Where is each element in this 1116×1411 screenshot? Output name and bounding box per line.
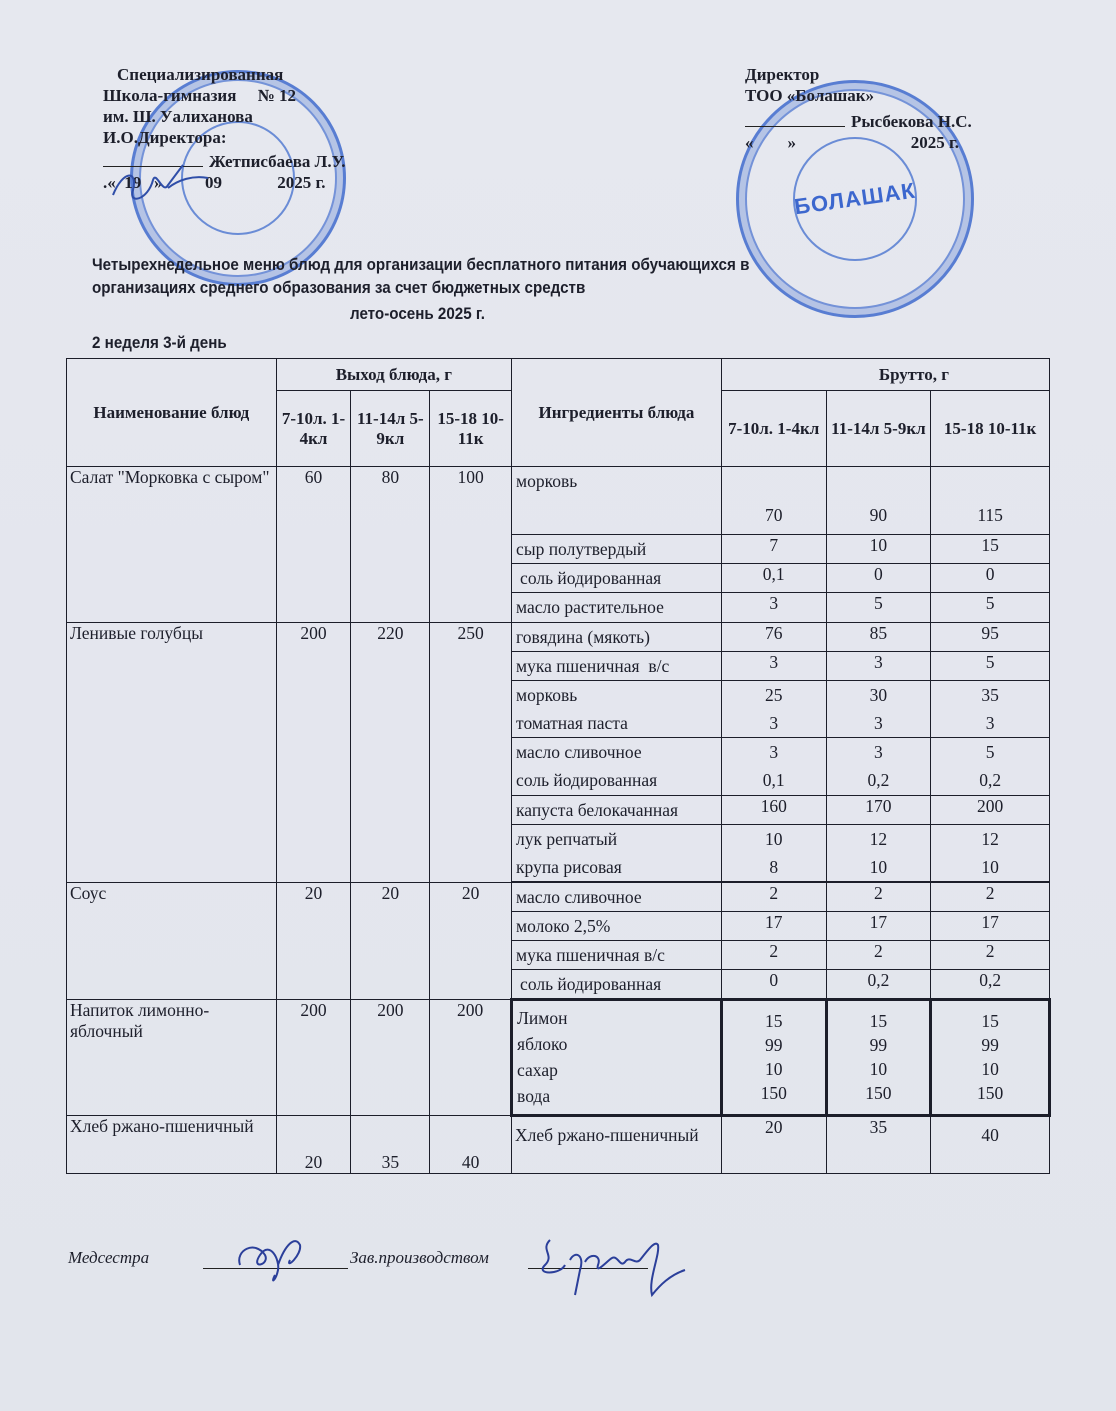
nurse-label: Медсестра [68, 1248, 150, 1267]
gross-value: 3 [769, 713, 779, 733]
gross-value: 20 [721, 1116, 826, 1174]
gross-value: 2 [826, 883, 931, 912]
ingredient-pair [512, 738, 722, 796]
dish-name: Хлеб ржано-пшеничный [67, 1116, 277, 1174]
gross-value: 12 [981, 829, 999, 849]
ingredient-name: мука пшеничная в/с [512, 941, 722, 970]
dish-name: Соус [67, 883, 277, 1000]
table-row [67, 623, 1050, 652]
ingredient-name: соль йодированная [516, 770, 658, 790]
gross-value: 3 [874, 713, 883, 733]
gross-value: 3 [721, 593, 826, 623]
ingredient-name: масло сливочное [512, 883, 722, 912]
gross-value: 40 [931, 1116, 1050, 1174]
gross-value: 0,2 [826, 970, 931, 1000]
ingredient-name: томатная паста [516, 713, 628, 733]
ingredient-name: молоко 2,5% [512, 912, 722, 941]
gross-pair [931, 681, 1050, 738]
gross-value: 5 [826, 593, 931, 623]
output-value: 200 [430, 1000, 512, 1116]
gross-value: 35 [826, 1116, 931, 1174]
gross-value: 17 [931, 912, 1050, 941]
gross-value: 0,2 [867, 770, 890, 790]
gross-value: 5 [931, 652, 1050, 681]
signatory-line [103, 148, 346, 172]
header-output-col-3: 15-18 10-11к [430, 391, 512, 467]
header-ingredients: Ингредиенты блюда [512, 359, 722, 467]
gross-value: 10 [869, 1059, 888, 1079]
gross-value: 7 [721, 535, 826, 564]
ingredient-name: соль йодированная [512, 564, 722, 593]
approval-block-left [103, 64, 346, 193]
school-line-1: Специализированная [117, 65, 284, 84]
ingredient-name: яблоко [517, 1034, 568, 1054]
menu-title-line-1: Четырехнедельное меню блюд для организации бесплатного питания обучающихся в [92, 256, 750, 274]
gross-pair [931, 825, 1050, 882]
dish-name: Салат "Морковка с сыром" [67, 467, 277, 623]
gross-pair [931, 738, 1050, 796]
production-head-signature [530, 1220, 700, 1300]
gross-value: 99 [764, 1035, 783, 1055]
ingredient-name: капуста белокачанная [512, 796, 722, 825]
gross-value: 0,2 [979, 770, 1002, 790]
gross-value: 15 [869, 1011, 888, 1031]
nurse-signature-line [203, 1268, 348, 1269]
output-value: 220 [351, 623, 430, 883]
table-row [67, 1000, 1050, 1116]
output-value: 250 [430, 623, 512, 883]
gross-value: 8 [769, 857, 779, 877]
director-label: Директор [745, 65, 820, 84]
gross-value: 10 [869, 857, 888, 877]
gross-value: 3 [769, 742, 779, 762]
gross-value: 0,2 [931, 970, 1050, 1000]
header-gross-col-1: 7-10л. 1-4кл [721, 391, 826, 467]
output-value: 20 [276, 1116, 351, 1174]
output-value: 60 [276, 467, 351, 623]
ingredient-pair [512, 681, 722, 738]
gross-list [826, 1000, 931, 1116]
output-value: 200 [276, 623, 351, 883]
approval-date: .« 19 » 09 2025 г. [103, 173, 326, 192]
menu-day: 2 неделя 3-й день [92, 334, 227, 352]
gross-value: 2 [721, 883, 826, 912]
gross-value: 200 [931, 796, 1050, 825]
gross-pair [826, 681, 931, 738]
output-value: 200 [351, 1000, 430, 1116]
gross-value: 35 [981, 685, 999, 705]
gross-pair [721, 825, 826, 882]
gross-value: 3 [721, 652, 826, 681]
gross-value: 15 [931, 535, 1050, 564]
ingredient-name: морковь [512, 467, 722, 535]
gross-value: 99 [869, 1035, 888, 1055]
ingredient-name: сыр полутвердый [512, 535, 722, 564]
gross-value: 150 [977, 1083, 1004, 1103]
nurse-signature [230, 1225, 320, 1295]
gross-value: 0 [826, 564, 931, 593]
ingredient-name: говядина (мякоть) [512, 623, 722, 652]
gross-value: 30 [869, 685, 888, 705]
gross-value: 150 [865, 1083, 892, 1103]
gross-value: 3 [985, 713, 995, 733]
gross-value: 10 [826, 535, 931, 564]
header-gross-group: Брутто, г [721, 359, 1049, 391]
ingredient-name: Лимон [517, 1008, 568, 1028]
gross-value: 17 [721, 912, 826, 941]
menu-table [66, 358, 1051, 1174]
gross-value: 2 [826, 941, 931, 970]
output-value: 40 [430, 1116, 512, 1174]
gross-value: 3 [874, 742, 883, 762]
gross-value: 0 [931, 564, 1050, 593]
ingredient-name: вода [517, 1086, 551, 1106]
stamp-inner-ring [793, 137, 917, 261]
school-line-3: им. Ш. Уалиханова [103, 107, 253, 126]
ingredient-pair [512, 825, 722, 882]
header-gross-col-2: 11-14л 5-9кл [826, 391, 931, 467]
school-line-2: Школа-гимназия № 12 [103, 86, 297, 105]
gross-value: 95 [931, 623, 1050, 652]
ingredient-name: масло сливочное [516, 742, 642, 762]
acting-director-label: И.О.Директора: [103, 128, 227, 147]
stamp-text: БОЛАШАК [792, 177, 918, 220]
output-value: 20 [276, 883, 351, 1000]
gross-value: 5 [985, 742, 995, 762]
ingredient-name: сахар [517, 1060, 558, 1080]
gross-value: 0 [721, 970, 826, 1000]
gross-pair [721, 738, 826, 796]
gross-value: 170 [826, 796, 931, 825]
gross-value: 0,1 [762, 770, 785, 790]
gross-value: 160 [721, 796, 826, 825]
dish-name: Ленивые голубцы [67, 623, 277, 883]
production-signature-line [528, 1268, 648, 1269]
header-dish-name: Наименование блюд [67, 359, 277, 467]
production-head-label: Зав.производством [350, 1248, 489, 1267]
ingredient-name: масло растительное [512, 593, 722, 623]
header-output-group: Выход блюда, г [276, 359, 511, 391]
gross-value: 15 [981, 1011, 999, 1031]
approval-date: « » 2025 г. [745, 133, 960, 152]
gross-list [721, 1000, 826, 1116]
output-value: 200 [276, 1000, 351, 1116]
table-row [67, 467, 1050, 535]
gross-value: 10 [764, 829, 783, 849]
signatory-line [745, 110, 972, 132]
gross-value: 2 [721, 941, 826, 970]
gross-pair [826, 738, 931, 796]
output-value: 35 [351, 1116, 430, 1174]
approval-block-right [745, 64, 972, 153]
header-gross-col-3: 15-18 10-11к [931, 391, 1050, 467]
gross-value: 10 [981, 1059, 999, 1079]
ingredient-name: морковь [516, 685, 578, 705]
gross-value: 90 [826, 467, 931, 535]
gross-value: 15 [764, 1011, 783, 1031]
gross-value: 76 [721, 623, 826, 652]
gross-value: 17 [826, 912, 931, 941]
table-row [67, 1116, 1050, 1174]
gross-value: 25 [764, 685, 783, 705]
output-value: 20 [351, 883, 430, 1000]
ingredient-name: крупа рисовая [516, 857, 622, 877]
gross-value: 2 [931, 883, 1050, 912]
gross-value: 85 [826, 623, 931, 652]
company-name: ТОО «Болашак» [745, 86, 875, 105]
table-row [67, 883, 1050, 912]
ingredient-name: мука пшеничная в/с [512, 652, 722, 681]
gross-value: 2 [931, 941, 1050, 970]
gross-pair [826, 825, 931, 882]
dish-name: Напиток лимонно-яблочный [67, 1000, 277, 1116]
ingredient-list [512, 1000, 722, 1116]
gross-value: 70 [721, 467, 826, 535]
gross-value: 150 [760, 1083, 787, 1103]
header-output-col-2: 11-14л 5-9кл [351, 391, 430, 467]
gross-value: 3 [826, 652, 931, 681]
gross-value: 12 [869, 829, 888, 849]
gross-list [931, 1000, 1050, 1116]
gross-value: 10 [764, 1059, 783, 1079]
menu-season: лето-осень 2025 г. [350, 305, 485, 323]
gross-value: 115 [931, 467, 1050, 535]
header-output-col-1: 7-10л. 1-4кл [276, 391, 351, 467]
ingredient-name: соль йодированная [512, 970, 722, 1000]
output-value: 20 [430, 883, 512, 1000]
gross-pair [721, 681, 826, 738]
ingredient-name: лук репчатый [516, 829, 618, 849]
gross-value: 10 [981, 857, 999, 877]
gross-value: 99 [981, 1035, 999, 1055]
signatory-name: Рысбекова Н.С. [851, 112, 972, 131]
gross-value: 5 [931, 593, 1050, 623]
menu-title-line-2: организациях среднего образования за счет бюджетных средств [92, 279, 586, 297]
gross-value: 0,1 [721, 564, 826, 593]
output-value: 100 [430, 467, 512, 623]
output-value: 80 [351, 467, 430, 623]
ingredient-name: Хлеб ржано-пшеничный [512, 1116, 722, 1174]
signatory-name: Жетписбаева Л.У. [209, 152, 346, 171]
